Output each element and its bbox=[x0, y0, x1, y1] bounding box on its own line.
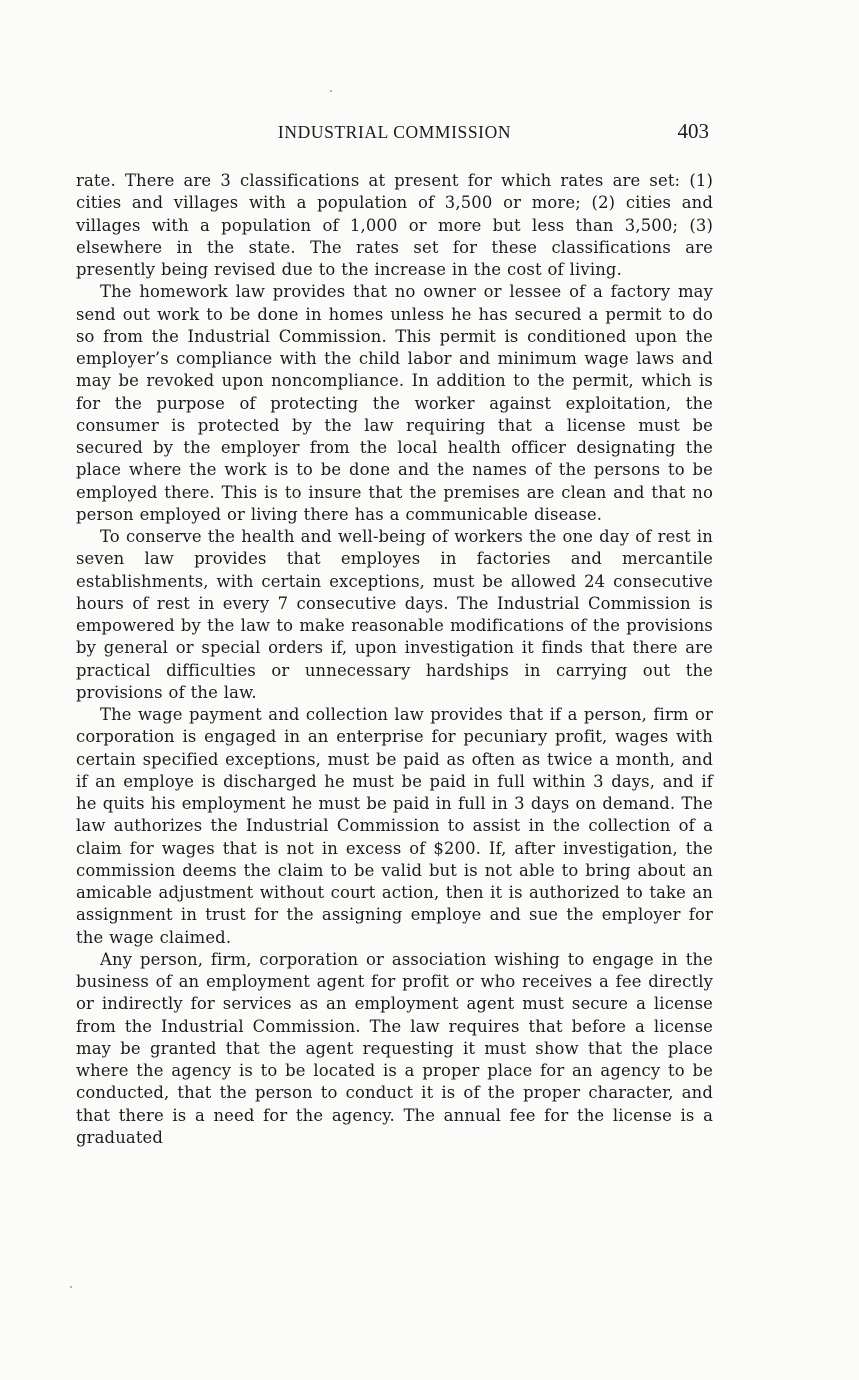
body-text bbox=[76, 170, 713, 1149]
paragraph-day-of-rest-law: To conserve the health and well-being of workers the one day of rest in seven law provides that employes in factories and mercantile establishments, with certain exceptions, must be allowed 24 consecutive hours of rest in every 7 consecutive days. The Industrial Commission is empowered by the law to make reasonable modifications of the provisions by general or special orders if, upon investigation it finds that there are practical difficulties or unnecessary hardships in carrying out the provisions of the law. bbox=[76, 527, 713, 702]
paragraph-homework-law: The homework law provides that no owner or lessee of a factory may send out work to be done in homes unless he has secured a permit to do so from the Industrial Commission. This permit is conditioned upon the employer’s compliance with the child labor and minimum wage laws and may be revoked upon noncompliance. In addition to the permit, which is for the purpose of protecting the worker against exploitation, the consumer is protected by the law requiring that a license must be secured by the employer from the local health officer designating the place where the work is to be done and the names of the persons to be employed there. This is to insure that the premises are clean and that no person employed or living there has a communicable disease. bbox=[76, 282, 713, 524]
page-content bbox=[76, 118, 713, 1149]
running-title: INDUSTRIAL COMMISSION bbox=[277, 122, 512, 142]
paragraph-employment-agent-license: Any person, firm, corporation or association wishing to engage in the business of an employment agent for profit or who receives a fee directly or indirectly for services as an employment agent must secure a license from the Industrial Commission. The law requires that before a license may be granted that the agent requesting it must show that the place where the agency is to be located is a proper place for an agency to be conducted, that the person to conduct it is of the proper character, and that there is a need for the agency. The annual fee for the license is a graduated bbox=[76, 949, 713, 1147]
running-header bbox=[76, 118, 713, 150]
paragraph-wage-payment-law: The wage payment and collection law provides that if a person, firm or corporation is engaged in an enterprise for pecuniary profit, wages with certain specified exceptions, must be paid as often as twice a month, and if an employe is discharged he must be paid in full within 3 days, and if he quits his employment he must be paid in full in 3 days on demand. The law authorizes the Industrial Commission to assist in the collection of a claim for wages that is not in excess of $200. If, after investigation, the commission deems the claim to be valid but is not able to bring about an amicable adjustment without court action, then it is authorized to take an assignment in trust for the assigning employe and sue the employer for the wage claimed. bbox=[76, 705, 713, 947]
paper-speck bbox=[70, 1286, 72, 1288]
page-number: 403 bbox=[677, 119, 709, 143]
paragraph-rate-classifications: rate. There are 3 classifications at present for which rates are set: (1) cities and villages with a population of 3,500 or more; (2) cities and villages with a population of 1,000 or more but less than 3,500; (3) elsewhere in the state. The rates set for these classifications are presently being revised due to the increase in the cost of living. bbox=[76, 171, 713, 279]
paper-speck bbox=[330, 90, 332, 92]
